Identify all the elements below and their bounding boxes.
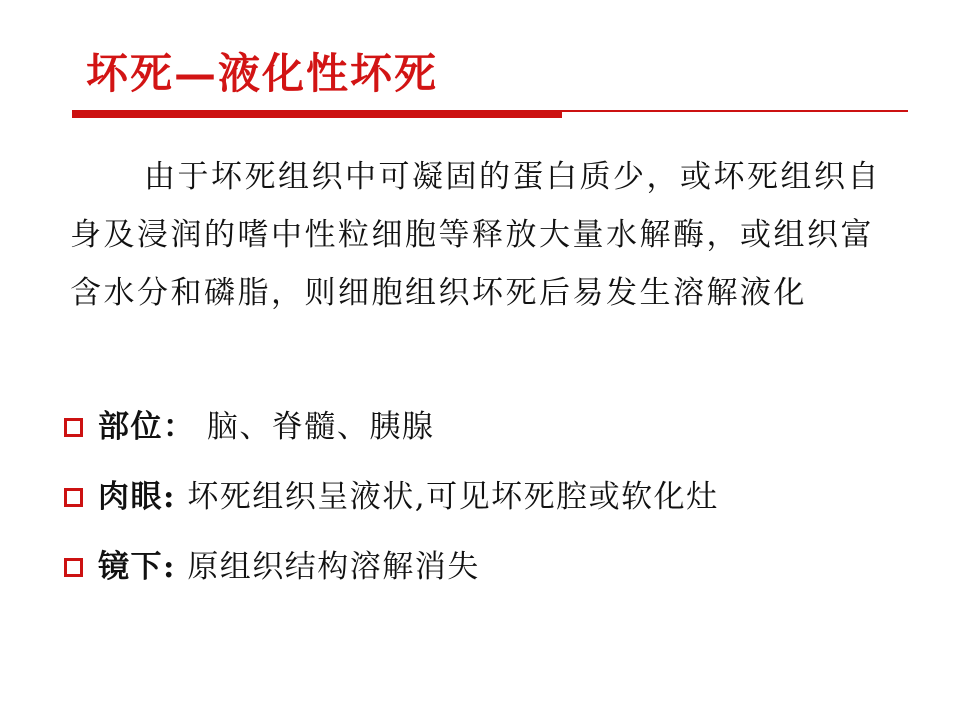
bullet-label: 镜下:	[98, 549, 176, 585]
title-divider-thick	[72, 111, 562, 118]
bullet-content	[98, 400, 434, 454]
bullet-value: 脑、脊髓、胰腺	[206, 409, 435, 445]
definition-paragraph: 由于坏死组织中可凝固的蛋白质少，或坏死组织自身及浸润的嗜中性粒细胞等释放大量水解酶，或组织富含水分和磷脂，则细胞组织坏死后易发生溶解液化	[70, 159, 881, 311]
bullet-item-gross	[62, 470, 922, 540]
bullet-value: 坏死组织呈液状,可见坏死腔或软化灶	[187, 479, 719, 515]
page-title: 坏死—液化性坏死	[86, 49, 439, 98]
square-bullet-icon	[64, 558, 83, 577]
bullet-content	[98, 470, 719, 524]
bullet-item-location	[62, 400, 922, 470]
bullet-item-microscopic	[62, 540, 922, 610]
square-bullet-icon	[64, 488, 83, 507]
bullet-content	[98, 540, 480, 594]
square-bullet-icon	[64, 418, 83, 437]
bullet-label: 肉眼:	[98, 479, 176, 515]
bullet-value: 原组织结构溶解消失	[187, 549, 480, 585]
bullet-list	[62, 400, 922, 610]
bullet-label: 部位：	[98, 409, 196, 445]
